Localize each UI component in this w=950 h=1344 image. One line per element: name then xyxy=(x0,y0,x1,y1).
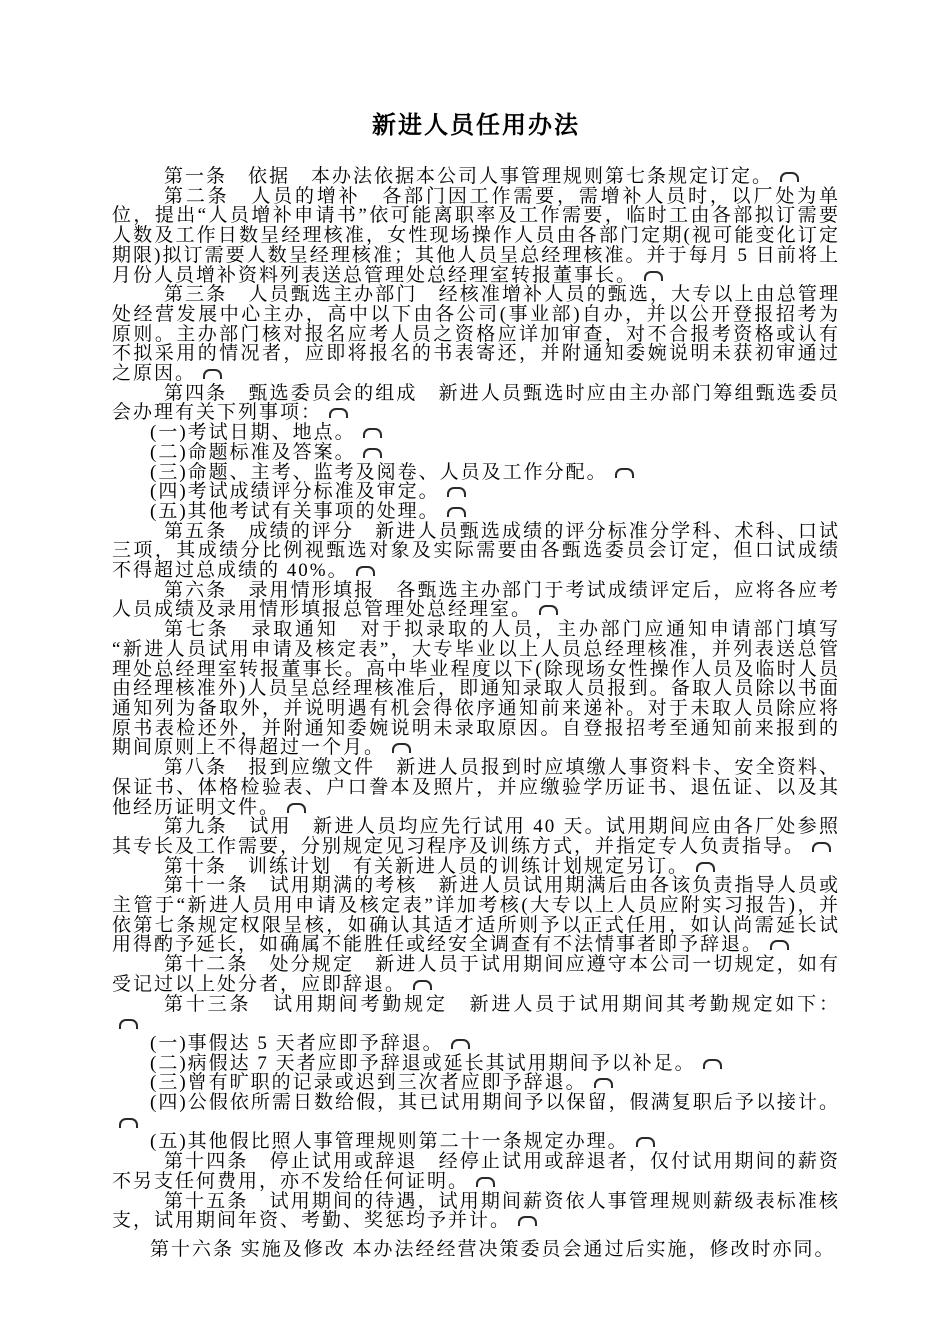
article-13-item-3 xyxy=(112,1073,840,1093)
article-14 xyxy=(112,1152,840,1191)
paragraph-mark-icon xyxy=(119,1019,138,1029)
article-13-item-4 xyxy=(112,1093,840,1132)
paragraph-mark-icon xyxy=(615,468,634,478)
article-4 xyxy=(112,384,840,423)
paragraph-mark-icon xyxy=(392,743,411,753)
article-11-text: 第十一条 试用期满的考核 新进人员试用期满后由各该负责指导人员或主管于“新进人员用申请及核定表”详加考核(大专以上人员应附实习报告)，并依第七条规定权限呈核，如确认其适才适所则予以正式任用，如认尚需延长试用得酌予延长，如确属不能胜任或经安全调查有不法情事者即予辞退。 xyxy=(112,875,840,956)
article-16-text: 第十六条 实施及修改 本办法经经营决策委员会通过后实施，修改时亦同。 xyxy=(150,1238,836,1260)
article-5 xyxy=(112,522,840,581)
article-13 xyxy=(112,995,840,1034)
article-13-item-2 xyxy=(112,1054,840,1074)
paragraph-mark-icon xyxy=(413,980,432,990)
article-16 xyxy=(112,1240,840,1260)
paragraph-mark-icon xyxy=(703,1059,722,1069)
article-8 xyxy=(112,758,840,817)
article-14-text: 第十四条 停止试用或辞退 经停止试用或辞退者，仅付试用期间的薪资不另支任何费用，亦不发给任何证明。 xyxy=(112,1151,840,1192)
paragraph-mark-icon xyxy=(363,448,382,458)
paragraph-mark-icon xyxy=(451,1039,470,1049)
list-item-text: (三)曾有旷职的记录或迟到三次者应即予辞退。 xyxy=(150,1072,587,1094)
paragraph-mark-icon xyxy=(780,172,799,182)
article-13-item-1 xyxy=(112,1034,840,1054)
paragraph-mark-icon xyxy=(636,1137,655,1147)
article-3-text: 第三条 人员甄选主办部门 经核准增补人员的甄选，大专以上由总管理处经营发展中心主办，高中以下由各公司(事业部)自办，并以公开登报招考为原则。主办部门核对报名应考人员之资格应详加审查，对不合报考资格或认有不拟采用的情况者，应即将报名的书表寄还，并附通知委婉说明未获初审通过之原因。 xyxy=(112,284,840,385)
article-6 xyxy=(112,581,840,620)
paragraph-mark-icon xyxy=(356,566,375,576)
article-4-item-2 xyxy=(112,443,840,463)
paragraph-mark-icon xyxy=(119,1118,138,1128)
list-item-text: (五)其他考试有关事项的处理。 xyxy=(150,500,440,522)
article-12-text: 第十二条 处分规定 新进人员于试用期间应遵守本公司一切规定，如有受记过以上处分者，应即辞退。 xyxy=(112,954,840,995)
article-9 xyxy=(112,817,840,856)
article-4-item-4 xyxy=(112,482,840,502)
article-2 xyxy=(112,187,840,286)
paragraph-mark-icon xyxy=(329,408,348,418)
list-item-text: (四)考试成绩评分标准及审定。 xyxy=(150,481,440,503)
article-4-item-3 xyxy=(112,463,840,483)
list-item-text: (四)公假依所需日数给假，其已试用期间予以保留，假满复职后予以接计。 xyxy=(150,1092,840,1114)
article-4-item-5 xyxy=(112,502,840,522)
article-4-item-1 xyxy=(112,423,840,443)
document-title: 新进人员任用办法 xyxy=(372,111,580,139)
article-1-text: 第一条 依据 本办法依据本公司人事管理规则第七条规定订定。 xyxy=(164,166,774,187)
article-3 xyxy=(112,285,840,384)
paragraph-mark-icon xyxy=(644,271,663,281)
article-5-text: 第五条 成绩的评分 新进人员甄选成绩的评分标准分学科、术科、口试三项，其成绩分比例视甄选对象及实际需要由各甄选委员会订定，但口试成绩不得超过总成绩的 40%。 xyxy=(112,520,840,582)
article-15 xyxy=(112,1192,840,1231)
article-12 xyxy=(112,955,840,994)
paragraph-mark-icon xyxy=(594,1078,613,1088)
paragraph-mark-icon xyxy=(447,507,466,517)
article-11 xyxy=(112,876,840,955)
list-item-text: (二)病假达 7 天者应即予辞退或延长其试用期间予以补足。 xyxy=(150,1052,696,1074)
paragraph-mark-icon xyxy=(476,1177,495,1187)
article-10-text: 第十条 训练计划 有关新进人员的训练计划规定另订。 xyxy=(164,855,690,877)
paragraph-mark-icon xyxy=(203,369,222,379)
article-1 xyxy=(112,167,840,187)
paragraph-mark-icon xyxy=(447,487,466,497)
list-item-text: (五)其他假比照人事管理规则第二十一条规定办理。 xyxy=(150,1131,629,1153)
article-15-text: 第十五条 试用期间的待遇，试用期间薪资依人事管理规则薪级表标准核支，试用期间年资、考勤、奖惩均予并计。 xyxy=(112,1190,840,1232)
article-4-text: 第四条 甄选委员会的组成 新进人员甄选时应由主办部门筹组甄选委员会办理有关下列事项： xyxy=(112,382,840,424)
paragraph-mark-icon xyxy=(287,803,306,813)
article-9-text: 第九条 试用 新进人员均应先行试用 40 天。试用期间应由各厂处参照其专长及工作需要，分别规定见习程序及训练方式，并指定专人负责指导。 xyxy=(112,816,840,857)
paragraph-mark-icon xyxy=(539,605,558,615)
article-2-text: 第二条 人员的增补 各部门因工作需要，需增补人员时，以厂处为单位，提出“人员增补申请书”依可能离职率及工作需要，临时工由各部拟订需要人数及工作日数呈经理核准，女性现场操作人员由各部门定期(视可能变化订定期限)拟订需要人数呈经理核准；其他人员呈总经理核准。并于每月 5 日前将上月份人员增补资料列表送总管理处总经理室转报董事长。 xyxy=(112,185,840,286)
list-item-text: (一)考试日期、地点。 xyxy=(150,422,356,444)
paragraph-mark-icon xyxy=(770,940,789,950)
list-item-text: (二)命题标准及答案。 xyxy=(150,441,356,463)
article-13-text: 第十三条 试用期间考勤规定 新进人员于试用期间其考勤规定如下： xyxy=(164,993,840,1015)
article-7 xyxy=(112,620,840,758)
article-7-text: 第七条 录取通知 对于拟录取的人员，主办部门应通知申请部门填写“新进人员试用申请及核定表”，大专毕业以上人员总经理核准，并列表送总管理处总经理室转报董事长。高中毕业程度以下(除现场女性操作人员及临时人员由经理核准外)人员呈总经理核准后，即通知录取人员报到。备取人员除以书面通知列为备取外，并说明遇有机会得依序通知前来递补。对于未取人员除应将原书表检还外，并附通知委婉说明未录取原因。自登报招考至通知前来报到的期间原则上不得超过一个月。 xyxy=(112,619,840,759)
list-item-text: (三)命题、主考、监考及阅卷、人员及工作分配。 xyxy=(150,461,608,483)
article-6-text: 第六条 录用情形填报 各甄选主办部门于考试成绩评定后，应将各应考人员成绩及录用情形填报总管理处总经理室。 xyxy=(112,579,840,621)
article-13-item-5 xyxy=(112,1132,840,1152)
paragraph-mark-icon xyxy=(696,862,715,872)
paragraph-mark-icon xyxy=(518,1216,537,1226)
article-8-text: 第八条 报到应缴文件 新进人员报到时应填缴人事资料卡、安全资料、保证书、体格检验表、户口誊本及照片，并应缴验学历证书、退伍证、以及其他经历证明文件。 xyxy=(112,757,840,818)
list-item-text: (一)事假达 5 天者应即予辞退。 xyxy=(150,1032,444,1054)
article-10 xyxy=(112,857,840,877)
paragraph-mark-icon xyxy=(363,428,382,438)
paragraph-mark-icon xyxy=(812,842,831,852)
